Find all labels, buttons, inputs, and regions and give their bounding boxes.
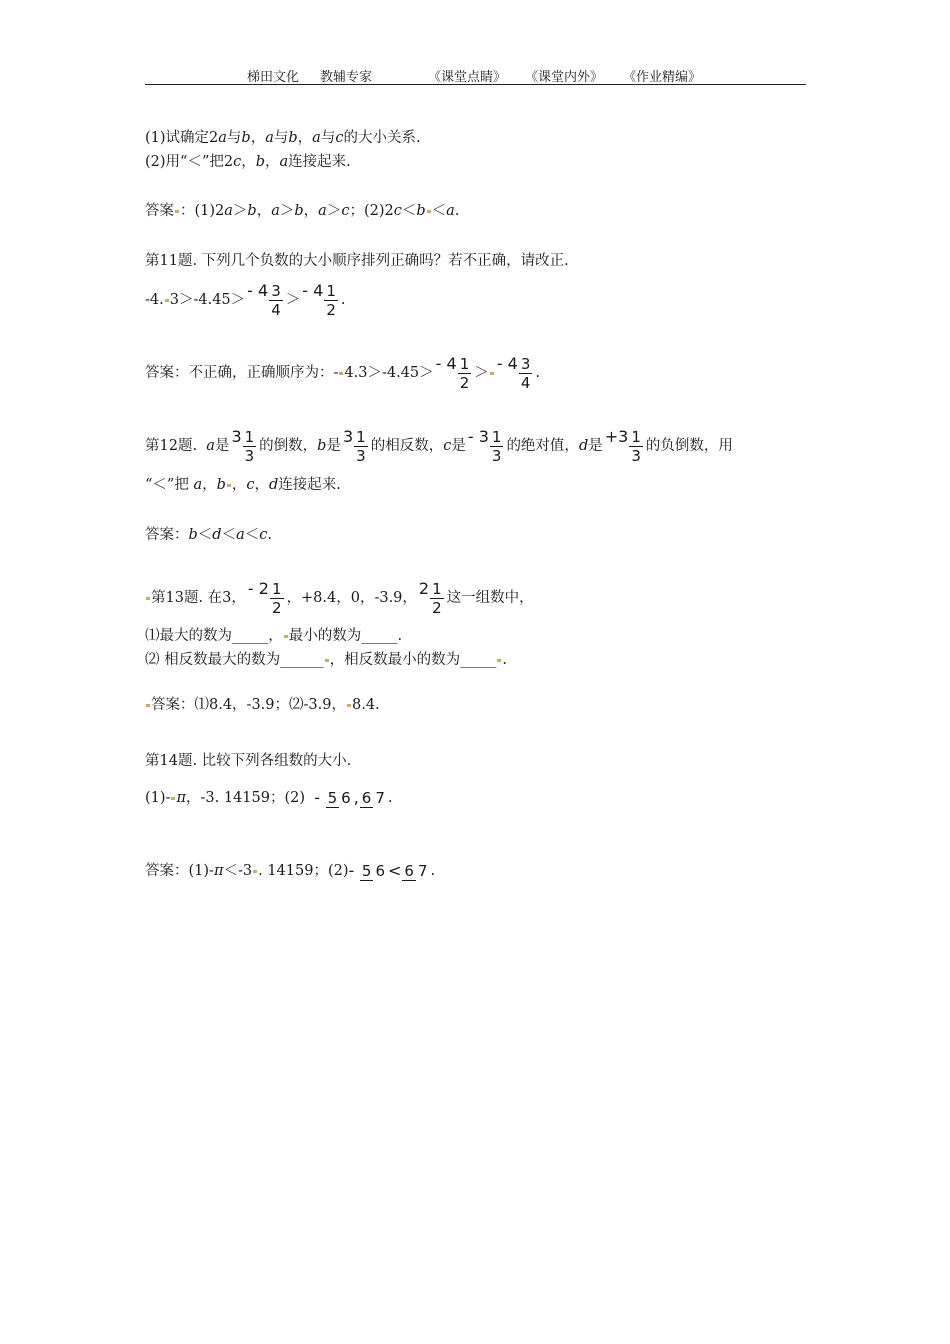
q14-question: (1)- π ，-3. 14159；(2) - 5 6 , 6 7 . <box>145 788 393 807</box>
fraction: 6 7 <box>361 789 385 807</box>
q13-line1: ⑴最大的数为_____， 最小的数为_____. <box>145 628 403 644</box>
mixed-number: - 4 $\frac{3}{4}$ <box>496 354 531 392</box>
header-brand: 梯田文化 <box>247 70 300 85</box>
marker-icon <box>497 659 501 662</box>
marker-icon <box>427 210 431 213</box>
mixed-number: 3 $\frac{1}{3}$ <box>231 427 255 465</box>
mixed-number: - 4 $\frac{1}{2}$ <box>302 281 336 319</box>
q11-expression: -4. 3＞-4.45＞ - 4 $\frac{3}{4}$ ＞ - 4 $\frac{1}{2}$ . <box>145 281 346 319</box>
q13-line2: ⑵ 相反数最大的数为______ ，相反数最小的数为_____ . <box>145 652 507 668</box>
mixed-number: 3 $\frac{1}{3}$ <box>342 427 366 465</box>
header-book-1: 《课堂点睛》 <box>428 70 507 85</box>
header-book-3: 《作业精编》 <box>623 70 702 85</box>
q14-answer: 答案：(1)- π ＜-3 . 14159；(2) - 5 6 < 6 7 . <box>145 861 436 880</box>
marker-icon <box>325 659 329 662</box>
marker-icon <box>171 797 175 800</box>
header-subtitle: 教辅专家 <box>320 70 373 85</box>
page-header <box>145 66 806 85</box>
q14-title: 第14题. 比较下列各组数的大小. <box>145 753 352 769</box>
marker-icon <box>165 299 169 302</box>
fraction: 5 6 <box>361 862 385 880</box>
fraction: 6 7 <box>404 862 428 880</box>
q11-answer: 答案：不正确，正确顺序为：- 4.3＞-4.45＞ - 4 $\frac{1}{2}$ ＞ - 4 $\frac{3}{4}$ . <box>145 354 540 392</box>
marker-icon <box>339 372 343 375</box>
mixed-number: 2 $\frac{1}{2}$ <box>418 579 442 617</box>
marker-icon <box>490 372 494 375</box>
q12-answer: 答案： b ＜ d ＜ a ＜ c . <box>145 527 272 543</box>
mixed-number: - 4 $\frac{3}{4}$ <box>247 281 281 319</box>
q10-part2: (2)用“＜”把2 c ， b ， a 连接起来. <box>145 154 351 170</box>
q11-title: 第11题. 下列几个负数的大小顺序排列正确吗？若不正确，请改正. <box>145 253 569 269</box>
marker-icon <box>227 484 231 487</box>
q13-question: 第13题. 在3， - 2 $\frac{1}{2}$ ，+8.4，0，-3.9， 2 $\frac{1}{2}$ 这一组数中， <box>145 576 534 620</box>
q12-question: 第12题. a 是 3 $\frac{1}{3}$ 的倒数， b 是 3 $\frac{1}{3}$ 的相反数， c 是 - 3 $\frac{1}{3}$ 的绝对值， d 是 +3 $\frac{1}{3}$ 的负倒数，用 <box>145 427 733 465</box>
marker-icon <box>284 635 288 638</box>
mixed-number: +3 $\frac{1}{3}$ <box>604 427 641 465</box>
marker-icon <box>146 597 150 600</box>
marker-icon <box>175 210 179 213</box>
header-book-2: 《课堂内外》 <box>525 70 604 85</box>
q12-line2: “＜”把 a ， b ， c ， d 连接起来. <box>145 477 341 493</box>
marker-icon <box>146 704 150 707</box>
marker-icon <box>347 704 351 707</box>
mixed-number: - 3 $\frac{1}{3}$ <box>467 427 502 465</box>
mixed-number: - 2 $\frac{1}{2}$ <box>247 579 282 617</box>
q10-answer: 答案 ：(1)2 a ＞ b ， a ＞ b ， a ＞ c ；(2)2 c ＜ b ＜ a . <box>145 203 460 219</box>
mixed-number: - 4 $\frac{1}{2}$ <box>435 354 470 392</box>
fraction: 5 6 <box>327 789 351 807</box>
marker-icon <box>253 870 257 873</box>
q10-part1: (1)试确定2 a 与 b ， a 与 b ， a 与 c 的大小关系. <box>145 130 421 146</box>
q13-answer: 答案：⑴8.4，-3.9；⑵-3.9， 8.4. <box>145 694 380 716</box>
